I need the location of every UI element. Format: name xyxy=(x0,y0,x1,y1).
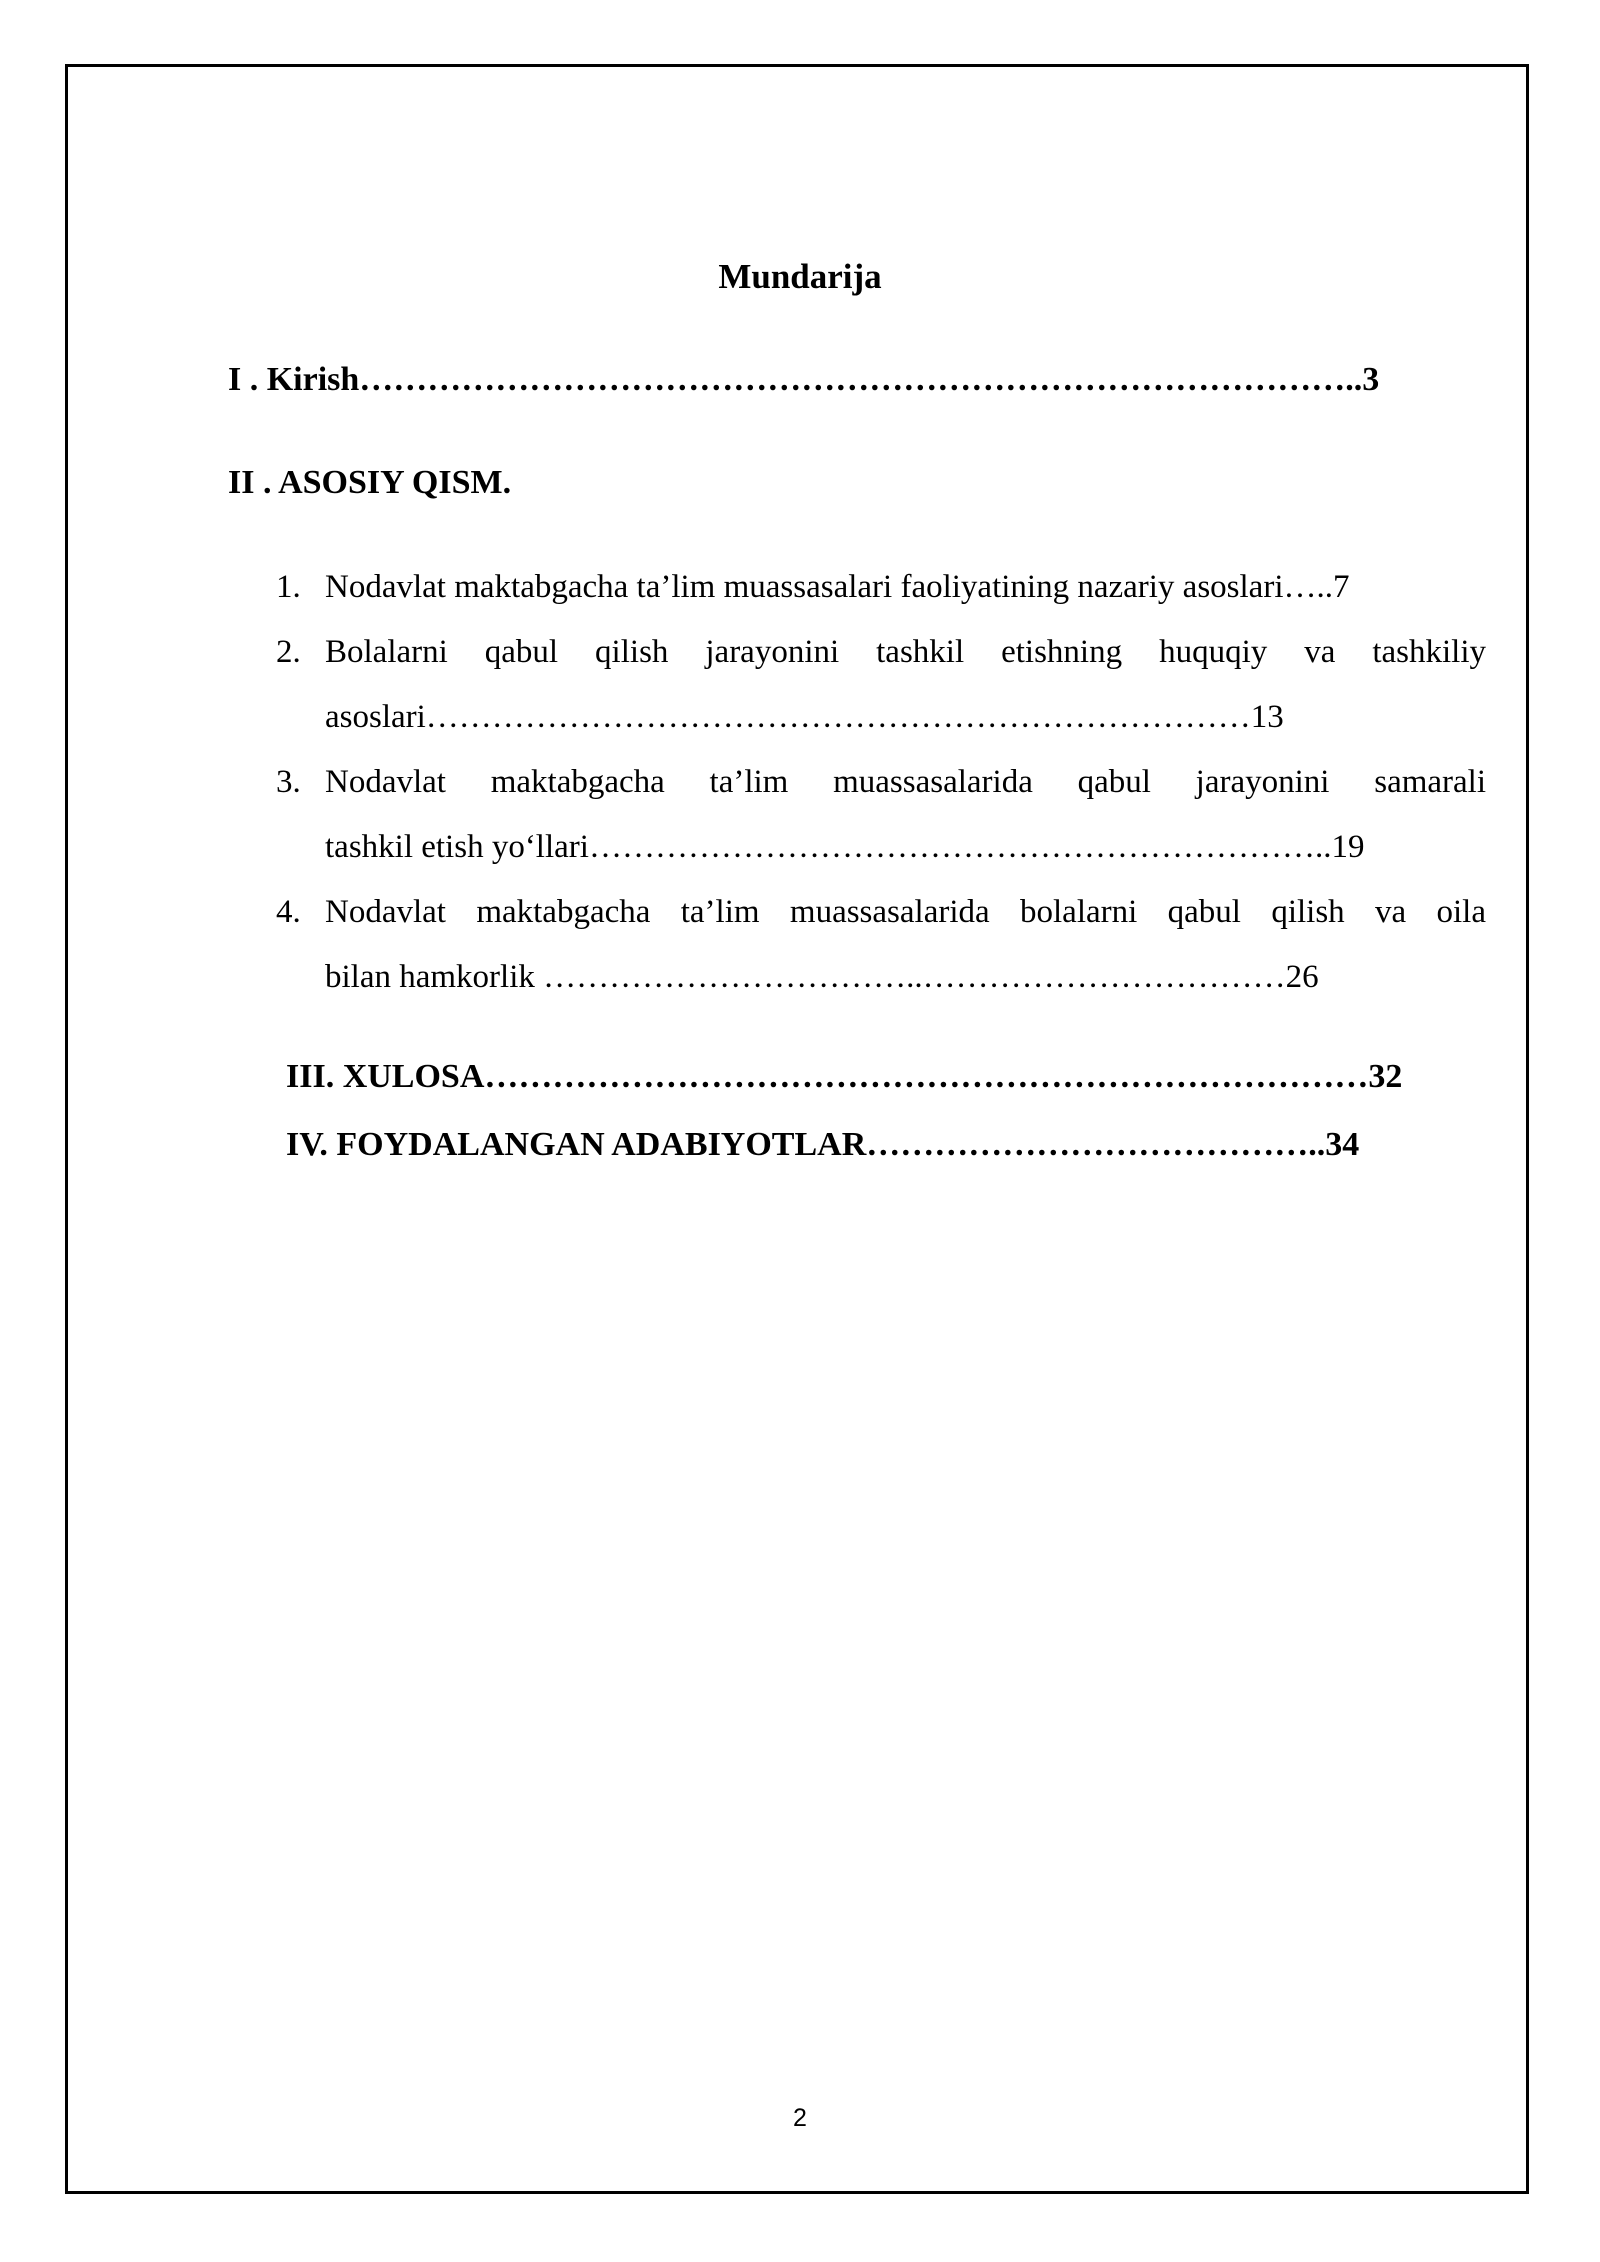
toc-item-number: 2. xyxy=(276,634,301,670)
toc-entry-adabiyotlar: IV. FOYDALANGAN ADABIYOTLAR…………………………………..34 xyxy=(286,1126,1360,1163)
toc-item-line: Nodavlat maktabgacha ta’lim muassasalarida bolalarni qabul qilish va oila xyxy=(325,894,1486,930)
page-title: Mundarija xyxy=(718,257,882,296)
toc-entry-kirish: I . Kirish……………………………………………………………………………..3 xyxy=(228,361,1380,398)
toc-entry-xulosa: III. XULOSA……………………………………………………………………32 xyxy=(286,1058,1403,1095)
page-number: 2 xyxy=(793,2104,807,2132)
toc-item-number: 1. xyxy=(276,569,301,605)
toc-item-number: 3. xyxy=(276,764,301,800)
toc-item-line: bilan hamkorlik ……………………………..……………………………26 xyxy=(325,959,1319,995)
toc-item-line: Nodavlat maktabgacha ta’lim muassasalari faoliyatining nazariy asoslari…..7 xyxy=(325,569,1350,605)
toc-item-line: Nodavlat maktabgacha ta’lim muassasalarida qabul jarayonini samarali xyxy=(325,764,1486,800)
toc-entry-asosiy-qism: II . ASOSIY QISM. xyxy=(228,464,512,501)
toc-item-line: asoslari…………………………………………………………………13 xyxy=(325,699,1284,735)
toc-item-line: Bolalarni qabul qilish jarayonini tashkil etishning huquqiy va tashkiliy xyxy=(325,634,1486,670)
toc-item-line: tashkil etish yo‘llari…………………………………………………………..19 xyxy=(325,829,1365,865)
toc-item-number: 4. xyxy=(276,894,301,930)
